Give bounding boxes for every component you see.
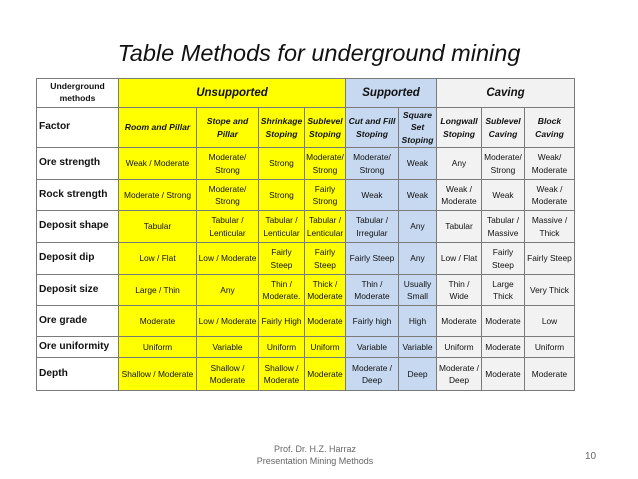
table-cell: Tabular / Irregular bbox=[346, 211, 399, 243]
group-supported: Supported bbox=[346, 79, 437, 108]
table-cell: Moderate bbox=[525, 358, 575, 391]
table-cell: Weak bbox=[482, 180, 525, 211]
table-cell: Moderate bbox=[119, 306, 197, 337]
table-cell: Uniform bbox=[305, 337, 346, 358]
table-cell: Uniform bbox=[119, 337, 197, 358]
table-cell: Massive / Thick bbox=[525, 211, 575, 243]
table-cell: Uniform bbox=[525, 337, 575, 358]
group-unsupported: Unsupported bbox=[119, 79, 346, 108]
table-cell: Fairly Strong bbox=[305, 180, 346, 211]
table-cell: Moderate/ Strong bbox=[197, 148, 259, 180]
table-cell: Shallow / Moderate bbox=[197, 358, 259, 391]
table-cell: Tabular / Lenticular bbox=[305, 211, 346, 243]
table-cell: Shallow / Moderate bbox=[119, 358, 197, 391]
method-header: Block Caving bbox=[525, 108, 575, 148]
table-cell: Variable bbox=[197, 337, 259, 358]
table-cell: Thin / Moderate. bbox=[259, 275, 305, 306]
table-cell: Moderate / Deep bbox=[346, 358, 399, 391]
table-cell: Low / Flat bbox=[437, 243, 482, 275]
table-cell: Low / Moderate bbox=[197, 306, 259, 337]
table-cell: Fairly Steep bbox=[346, 243, 399, 275]
table-cell: Moderate/ Strong bbox=[197, 180, 259, 211]
table-cell: Moderate bbox=[305, 306, 346, 337]
table-cell: Moderate bbox=[482, 358, 525, 391]
table-cell: Low / Moderate bbox=[197, 243, 259, 275]
table-cell: Any bbox=[399, 243, 437, 275]
footer-credit: Prof. Dr. H.Z. Harraz Presentation Mining Methods bbox=[256, 444, 374, 467]
table-cell: Low / Flat bbox=[119, 243, 197, 275]
table-cell: Any bbox=[197, 275, 259, 306]
table-cell: Usually Small bbox=[399, 275, 437, 306]
factor-label: Rock strength bbox=[37, 180, 119, 211]
method-header: Longwall Stoping bbox=[437, 108, 482, 148]
factor-label: Depth bbox=[37, 358, 119, 391]
table-cell: Moderate bbox=[305, 358, 346, 391]
table-cell: Moderate bbox=[482, 337, 525, 358]
table-cell: Weak bbox=[346, 180, 399, 211]
table-cell: Fairly Steep bbox=[525, 243, 575, 275]
table-cell: Tabular bbox=[437, 211, 482, 243]
method-header: Shrinkage Stoping bbox=[259, 108, 305, 148]
table-cell: Any bbox=[399, 211, 437, 243]
factor-label: Ore uniformity bbox=[37, 337, 119, 358]
table-cell: High bbox=[399, 306, 437, 337]
method-header: Sublevel Stoping bbox=[305, 108, 346, 148]
group-header-row bbox=[37, 79, 575, 108]
method-header: Stope and Pillar bbox=[197, 108, 259, 148]
page-number: 10 bbox=[585, 451, 597, 462]
factor-label: Ore grade bbox=[37, 306, 119, 337]
factor-label: Deposit size bbox=[37, 275, 119, 306]
table-cell: Strong bbox=[259, 148, 305, 180]
table-cell: Tabular / Massive bbox=[482, 211, 525, 243]
mining-methods-table bbox=[36, 78, 575, 391]
factor-header: Factor bbox=[37, 108, 119, 148]
table-cell: Weak / Moderate bbox=[437, 180, 482, 211]
table-cell: Variable bbox=[346, 337, 399, 358]
factor-label: Deposit shape bbox=[37, 211, 119, 243]
method-header: Square Set Stoping bbox=[399, 108, 437, 148]
table-cell: Moderate bbox=[482, 306, 525, 337]
table-cell: Moderate/ Strong bbox=[305, 148, 346, 180]
method-header: Room and Pillar bbox=[119, 108, 197, 148]
table-cell: Moderate / Deep bbox=[437, 358, 482, 391]
table-cell: Moderate / Strong bbox=[119, 180, 197, 211]
table-cell: Weak bbox=[399, 180, 437, 211]
underground-methods-label: Underground methods bbox=[37, 79, 119, 108]
table-cell: Variable bbox=[399, 337, 437, 358]
group-caving: Caving bbox=[437, 79, 575, 108]
table-cell: Moderate/ Strong bbox=[346, 148, 399, 180]
table-cell: Shallow / Moderate bbox=[259, 358, 305, 391]
table-cell: Moderate bbox=[437, 306, 482, 337]
table-row bbox=[37, 337, 575, 358]
table-cell: Tabular / Lenticular bbox=[197, 211, 259, 243]
table-cell: Fairly Steep bbox=[482, 243, 525, 275]
table-cell: Fairly High bbox=[259, 306, 305, 337]
table-cell: Weak/ Moderate bbox=[525, 148, 575, 180]
table-row bbox=[37, 306, 575, 337]
table-cell: Low bbox=[525, 306, 575, 337]
table-cell: Large Thick bbox=[482, 275, 525, 306]
table-cell: Very Thick bbox=[525, 275, 575, 306]
table-cell: Fairly Steep bbox=[259, 243, 305, 275]
table-cell: Weak / Moderate bbox=[525, 180, 575, 211]
table-cell: Tabular / Lenticular bbox=[259, 211, 305, 243]
slide-title: Table Methods for underground mining bbox=[117, 40, 521, 66]
table-cell: Strong bbox=[259, 180, 305, 211]
table-cell: Fairly Steep bbox=[305, 243, 346, 275]
table-row bbox=[37, 148, 575, 180]
table-cell: Moderate/ Strong bbox=[482, 148, 525, 180]
table-cell: Thin / Wide bbox=[437, 275, 482, 306]
table-cell: Large / Thin bbox=[119, 275, 197, 306]
table-cell: Deep bbox=[399, 358, 437, 391]
table-body bbox=[37, 148, 575, 391]
table-cell: Tabular bbox=[119, 211, 197, 243]
table-cell: Weak bbox=[399, 148, 437, 180]
table-cell: Weak / Moderate bbox=[119, 148, 197, 180]
table-cell: Any bbox=[437, 148, 482, 180]
table-cell: Thick / Moderate bbox=[305, 275, 346, 306]
table-row bbox=[37, 180, 575, 211]
table-cell: Thin / Moderate bbox=[346, 275, 399, 306]
table-cell: Uniform bbox=[259, 337, 305, 358]
factor-label: Ore strength bbox=[37, 148, 119, 180]
method-header: Cut and Fill Stoping bbox=[346, 108, 399, 148]
factor-label: Deposit dip bbox=[37, 243, 119, 275]
table-row bbox=[37, 243, 575, 275]
method-header: Sublevel Caving bbox=[482, 108, 525, 148]
table-row bbox=[37, 358, 575, 391]
table-cell: Uniform bbox=[437, 337, 482, 358]
method-header-row bbox=[37, 108, 575, 148]
table-row bbox=[37, 211, 575, 243]
table-row bbox=[37, 275, 575, 306]
table-cell: Fairly high bbox=[346, 306, 399, 337]
